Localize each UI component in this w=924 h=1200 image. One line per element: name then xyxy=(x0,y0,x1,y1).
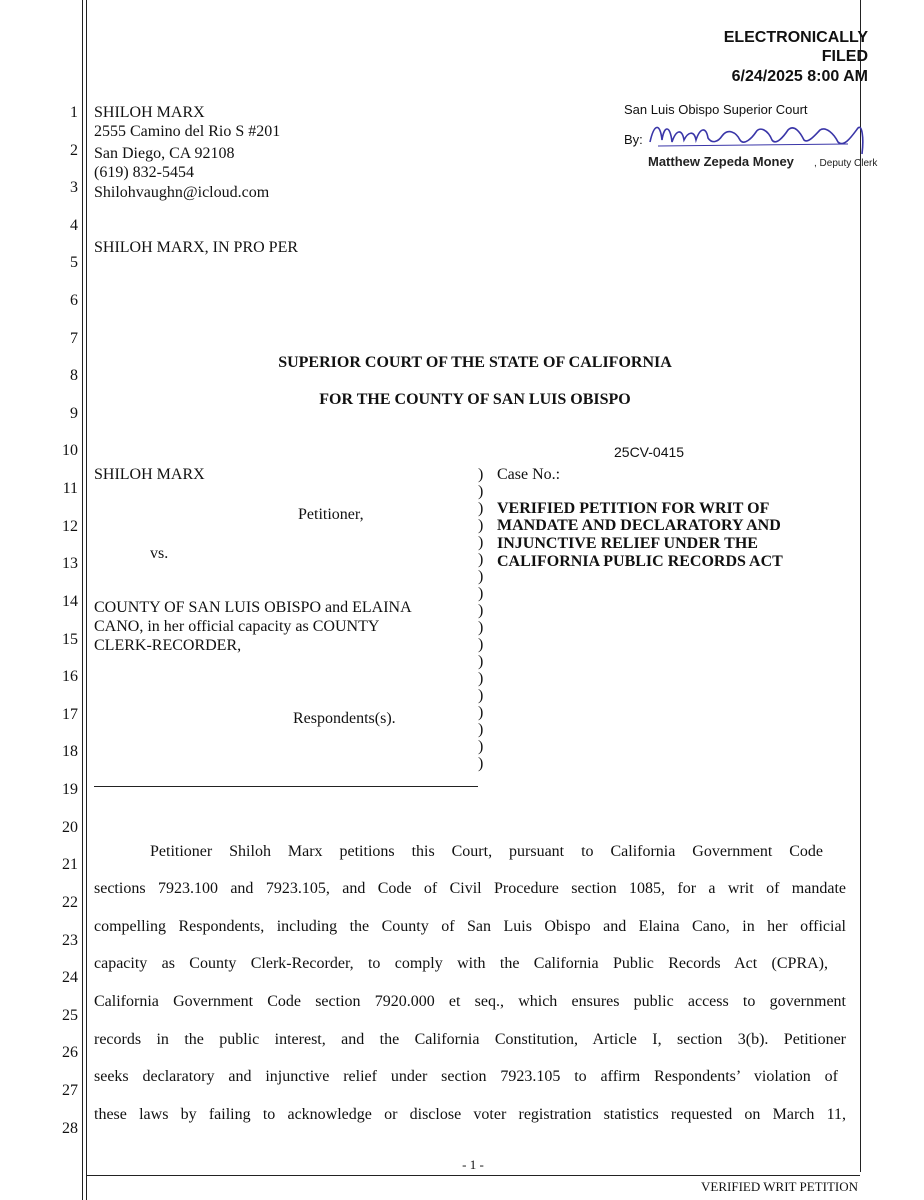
line-number: 11 xyxy=(62,480,78,497)
respondent-line1: COUNTY OF SAN LUIS OBISPO and ELAINA xyxy=(94,599,412,616)
line-number: 22 xyxy=(62,894,78,911)
attorney-email: Shilohvaughn@icloud.com xyxy=(94,184,270,201)
body-line: California Government Code section 7920.000 et seq., which ensures public access to government xyxy=(94,993,846,1010)
line-number: 1 xyxy=(70,104,78,121)
petitioner-name: SHILOH MARX xyxy=(94,466,205,483)
line-number: 23 xyxy=(62,932,78,949)
body-line: sections 7923.100 and 7923.105, and Code of Civil Procedure section 1085, for a writ of mandate xyxy=(94,880,846,897)
line-number: 9 xyxy=(70,405,78,422)
line-number: 17 xyxy=(62,706,78,723)
line-number: 2 xyxy=(70,142,78,159)
line-number: 14 xyxy=(62,593,78,610)
line-number: 5 xyxy=(70,254,78,271)
case-number: 25CV-0415 xyxy=(614,444,685,460)
line-number: 15 xyxy=(62,631,78,648)
stamp-clerk-name: Matthew Zepeda Money xyxy=(648,154,794,169)
line-number: 8 xyxy=(70,367,78,384)
body-line: records in the public interest, and the California Constitution, Article I, section 3(b). Petitioner xyxy=(94,1031,846,1048)
line-number: 24 xyxy=(62,969,78,986)
line-number: 4 xyxy=(70,217,78,234)
court-heading-line1: SUPERIOR COURT OF THE STATE OF CALIFORNIA xyxy=(278,354,672,371)
line-number: 13 xyxy=(62,555,78,572)
document-title-line3: INJUNCTIVE RELIEF UNDER THE xyxy=(497,535,758,552)
body-line: seeks declaratory and injunctive relief under section 7923.105 to affirm Respondents’ violation of xyxy=(94,1068,838,1085)
footer-rule xyxy=(86,1175,860,1176)
right-margin-rule xyxy=(860,0,861,1172)
line-number: 25 xyxy=(62,1007,78,1024)
stamp-by-label: By: xyxy=(624,132,643,147)
attorney-address-line2: San Diego, CA 92108 xyxy=(94,145,235,162)
body-line: these laws by failing to acknowledge or disclose voter registration statistics requested on March 11, xyxy=(94,1106,846,1123)
line-number: 7 xyxy=(70,330,78,347)
petitioner-label: Petitioner, xyxy=(298,506,364,523)
document-title-line1: VERIFIED PETITION FOR WRIT OF xyxy=(497,500,770,517)
line-number: 6 xyxy=(70,292,78,309)
respondent-line2: CANO, in her official capacity as COUNTY xyxy=(94,618,380,635)
line-number: 21 xyxy=(62,856,78,873)
attorney-phone: (619) 832-5454 xyxy=(94,164,194,181)
case-number-label: Case No.: xyxy=(497,466,561,483)
document-title-line4: CALIFORNIA PUBLIC RECORDS ACT xyxy=(497,553,783,570)
stamp-court-name: San Luis Obispo Superior Court xyxy=(624,102,808,117)
clerk-signature xyxy=(648,118,868,158)
versus: vs. xyxy=(150,545,169,562)
stamp-filed: FILED xyxy=(821,48,868,65)
page-number: - 1 - xyxy=(462,1157,484,1172)
line-number: 3 xyxy=(70,179,78,196)
caption-divider xyxy=(94,786,478,787)
line-number: 12 xyxy=(62,518,78,535)
line-number: 27 xyxy=(62,1082,78,1099)
line-number: 26 xyxy=(62,1044,78,1061)
stamp-electronically: ELECTRONICALLY xyxy=(723,29,868,46)
attorney-address-line1: 2555 Camino del Rio S #201 xyxy=(94,123,281,140)
line-number: 10 xyxy=(62,442,78,459)
attorney-name: SHILOH MARX xyxy=(94,104,205,121)
court-heading-line2: FOR THE COUNTY OF SAN LUIS OBISPO xyxy=(319,391,631,408)
left-margin-rule-outer xyxy=(82,0,83,1200)
stamp-clerk-title: , Deputy Clerk xyxy=(814,158,878,169)
stamp-date: 6/24/2025 8:00 AM xyxy=(731,68,868,85)
line-number: 19 xyxy=(62,781,78,798)
body-line: capacity as County Clerk-Recorder, to comply with the California Public Records Act (CPRA), xyxy=(94,955,828,972)
body-line: Petitioner Shiloh Marx petitions this Court, pursuant to California Government Code xyxy=(150,843,823,860)
respondent-label: Respondents(s). xyxy=(293,710,396,727)
document-title-line2: MANDATE AND DECLARATORY AND xyxy=(497,517,781,534)
left-margin-rule-inner xyxy=(86,0,87,1200)
attorney-role: SHILOH MARX, IN PRO PER xyxy=(94,239,299,256)
body-line: compelling Respondents, including the County of San Luis Obispo and Elaina Cano, in her official xyxy=(94,918,846,935)
line-number: 28 xyxy=(62,1120,78,1137)
line-number: 18 xyxy=(62,743,78,760)
line-number: 16 xyxy=(62,668,78,685)
respondent-line3: CLERK-RECORDER, xyxy=(94,637,242,654)
line-number: 20 xyxy=(62,819,78,836)
footer-title: VERIFIED WRIT PETITION xyxy=(701,1179,858,1194)
